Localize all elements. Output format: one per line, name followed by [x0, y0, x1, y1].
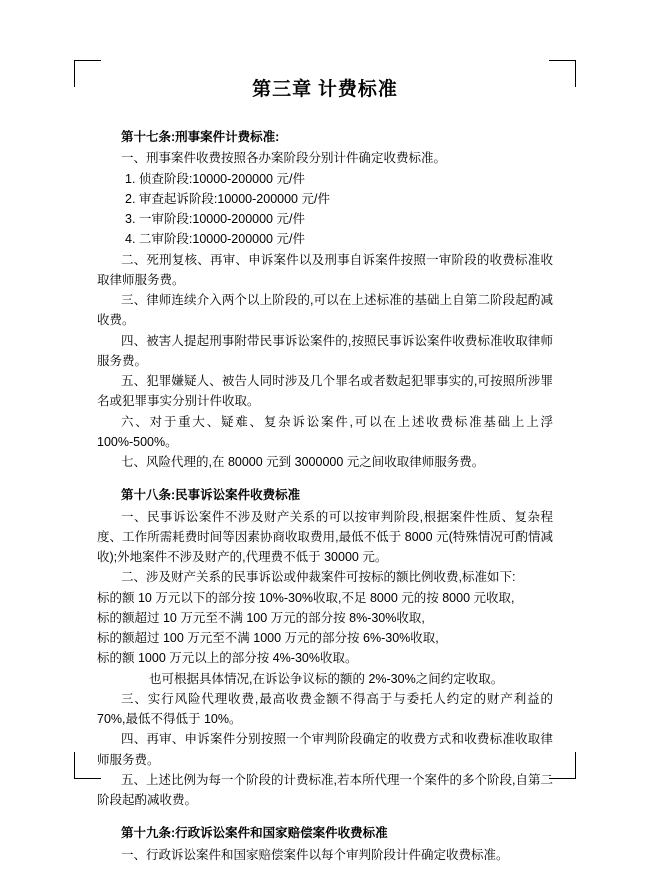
section-paragraph: 3. 一审阶段:10000-200000 元/件 [125, 212, 305, 226]
section-heading: 第十八条:民事诉讼案件收费标准 [121, 488, 301, 503]
document-section [97, 127, 553, 472]
crop-mark-top-right [549, 60, 576, 87]
section-paragraph: 2. 审查起诉阶段:10000-200000 元/件 [125, 191, 330, 206]
section-paragraph: 标的额 10 万元以下的部分按 10%-30%收取,不足 8000 元的按 8000 元收取, [97, 590, 515, 605]
document-body [97, 74, 553, 878]
section-paragraph: 三、律师连续介入两个以上阶段的,可以在上述标准的基础上自第二阶段起酌减收费。 [97, 293, 553, 328]
section-list [97, 127, 553, 865]
section-paragraph: 六、对于重大、疑难、复杂诉讼案件,可以在上述收费标准基础上上浮 100%-500%。 [97, 414, 553, 449]
section-paragraph: 二、涉及财产关系的民事诉讼或仲裁案件可按标的额比例收费,标准如下: [121, 570, 516, 585]
section-paragraph: 七、风险代理的,在 80000 元到 3000000 元之间收取律师服务费。 [121, 455, 485, 469]
section-paragraph: 三、实行风险代理收费,最高收费金额不得高于与委托人约定的财产利益的 70%,最低不得低于 10%。 [97, 691, 553, 726]
section-paragraph: 五、犯罪嫌疑人、被告人同时涉及几个罪名或者数起犯罪事实的,可按照所涉罪名或犯罪事实分别计件收取。 [97, 374, 553, 409]
section-paragraph: 一、民事诉讼案件不涉及财产关系的可以按审判阶段,根据案件性质、复杂程度、工作所需耗费时间等因素协商收取费用,最低不低于 8000 元(特殊情况可酌情减收);外地案件不涉及财产的,代理费不低于 30000 元。 [97, 509, 553, 564]
section-paragraph: 四、再审、申诉案件分别按照一个审判阶段确定的收费方式和收费标准收取律师服务费。 [97, 732, 553, 767]
section-paragraph: 也可根据具体情况,在诉讼争议标的额的 2%-30%之间约定收取。 [149, 671, 504, 686]
document-section [97, 823, 553, 865]
section-paragraph: 1. 侦查阶段:10000-200000 元/件 [125, 171, 305, 186]
section-paragraph: 一、行政诉讼案件和国家赔偿案件以每个审判阶段计件确定收费标准。 [121, 847, 509, 862]
section-paragraph: 4. 二审阶段:10000-200000 元/件 [125, 232, 305, 247]
section-heading: 第十九条:行政诉讼案件和国家赔偿案件收费标准 [121, 826, 388, 841]
section-paragraph: 标的额超过 10 万元至不满 100 万元的部分按 8%-30%收取, [97, 610, 425, 625]
section-paragraph: 四、被害人提起刑事附带民事诉讼案件的,按照民事诉讼案件收费标准收取律师服务费。 [97, 333, 553, 368]
page-title: 第三章 计费标准 [252, 79, 398, 100]
section-paragraph: 标的额 1000 万元以上的部分按 4%-30%收取。 [97, 651, 358, 666]
section-heading: 第十七条:刑事案件计费标准: [121, 130, 280, 144]
section-paragraph: 标的额超过 100 万元至不满 1000 万元的部分按 6%-30%收取, [97, 631, 439, 645]
section-paragraph: 一、刑事案件收费按照各办案阶段分别计件确定收费标准。 [121, 151, 447, 166]
crop-mark-bottom-right [549, 752, 576, 779]
section-paragraph: 五、上述比例为每一个阶段的计费标准,若本所代理一个案件的多个阶段,自第二阶段起酌减收费。 [97, 772, 553, 807]
section-paragraph: 二、死刑复核、再审、申诉案件以及刑事自诉案件按照一审阶段的收费标准收取律师服务费。 [97, 252, 553, 287]
document-section [97, 485, 553, 810]
